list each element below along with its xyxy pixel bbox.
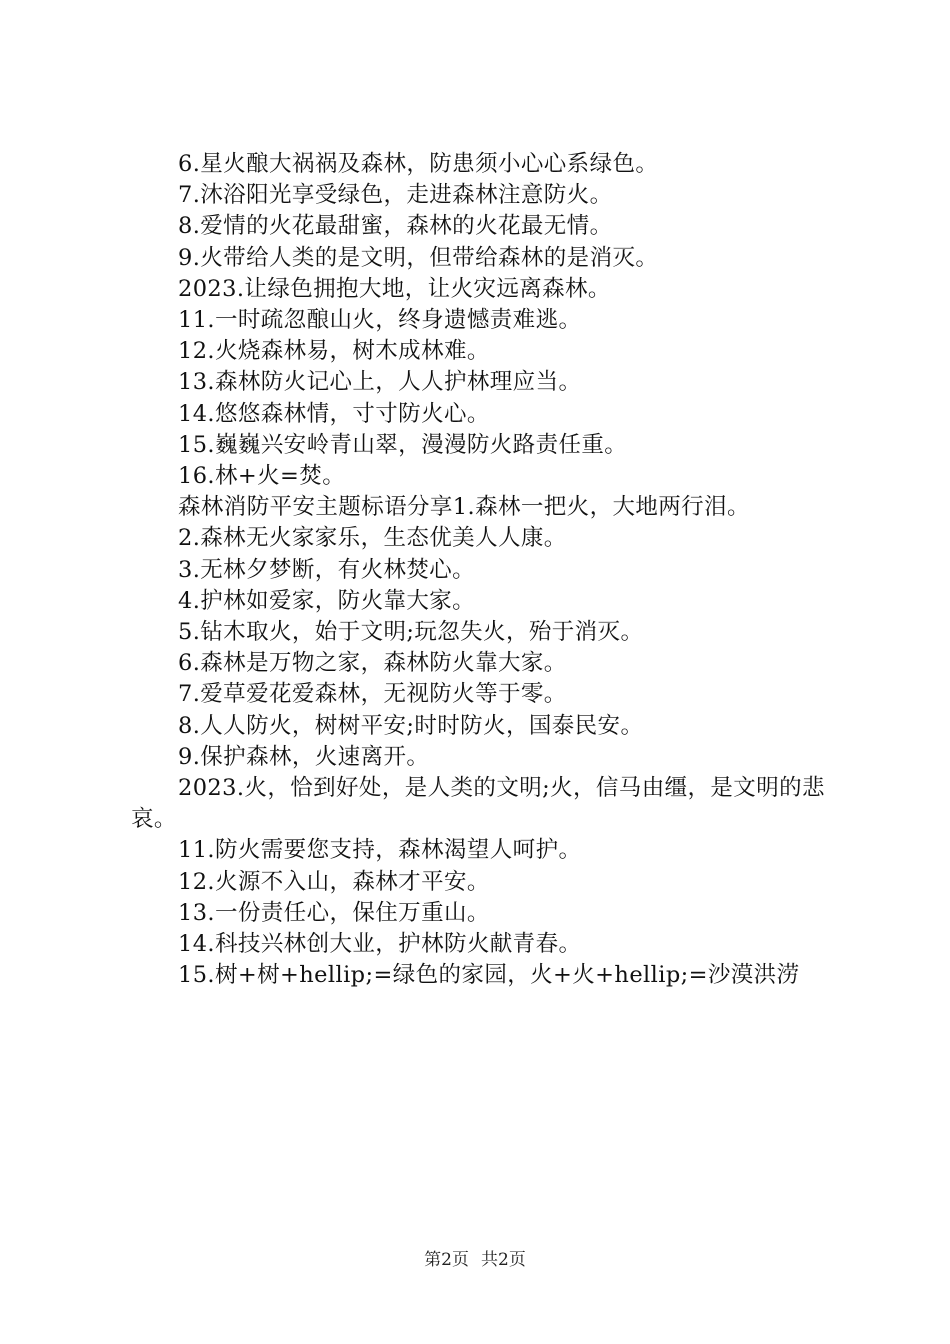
slogan-line: 16.林+火=焚。 bbox=[178, 463, 346, 490]
slogan-line: 7.爱草爱花爱森林，无视防火等于零。 bbox=[178, 681, 567, 708]
slogan-line: 2023.让绿色拥抱大地，让火灾远离森林。 bbox=[178, 275, 611, 302]
slogan-line: 13.森林防火记心上，人人护林理应当。 bbox=[178, 369, 582, 396]
slogan-line: 8.人人防火，树树平安;时时防火，国泰民安。 bbox=[178, 712, 644, 739]
slogan-line: 13.一份责任心，保住万重山。 bbox=[178, 899, 490, 926]
slogan-line: 4.护林如爱家，防火靠大家。 bbox=[178, 587, 476, 614]
slogan-line: 12.火源不入山，森林才平安。 bbox=[178, 868, 490, 895]
page-total: 共2页 bbox=[481, 1250, 526, 1270]
slogan-line: 6.星火酿大祸祸及森林，防患须小心心系绿色。 bbox=[178, 151, 659, 177]
slogan-line: 9.保护森林，火速离开。 bbox=[178, 743, 430, 770]
slogan-line: 14.科技兴林创大业，护林防火献青春。 bbox=[178, 931, 582, 958]
slogan-line: 14.悠悠森林情，寸寸防火心。 bbox=[178, 400, 490, 427]
slogan-line: 3.无林夕梦断，有火林焚心。 bbox=[178, 556, 476, 583]
slogan-line: 2.森林无火家家乐，生态优美人人康。 bbox=[178, 525, 567, 552]
slogan-line: 12.火烧森林易，树木成林难。 bbox=[178, 338, 490, 365]
slogan-line: 7.沐浴阳光享受绿色，走进森林注意防火。 bbox=[178, 182, 613, 209]
slogan-line: 15.巍巍兴安岭青山翠，漫漫防火路责任重。 bbox=[178, 431, 628, 458]
slogan-line: 8.爱情的火花最甜蜜，森林的火花最无情。 bbox=[178, 213, 613, 240]
slogan-line: 6.森林是万物之家，森林防火靠大家。 bbox=[178, 650, 567, 677]
slogan-line: 9.火带给人类的是文明，但带给森林的是消灭。 bbox=[178, 244, 659, 271]
slogan-line: 11.防火需要您支持，森林渴望人呵护。 bbox=[178, 837, 582, 864]
slogan-line: 15.树+树+hellip;=绿色的家园，火+火+hellip;=沙漠洪涝 bbox=[178, 962, 800, 989]
page-number: 第2页 bbox=[424, 1250, 469, 1270]
slogan-line: 2023.火，恰到好处，是人类的文明;火，信马由缰，是文明的悲哀。 bbox=[131, 775, 825, 833]
slogan-line: 5.钻木取火，始于文明;玩忽失火，殆于消灭。 bbox=[178, 619, 644, 646]
section-heading-line: 森林消防平安主题标语分享1.森林一把火，大地两行泪。 bbox=[178, 494, 750, 521]
page-footer bbox=[0, 1245, 950, 1270]
slogan-line: 11.一时疏忽酿山火，终身遗憾责难逃。 bbox=[178, 307, 582, 334]
document-body bbox=[131, 149, 841, 991]
